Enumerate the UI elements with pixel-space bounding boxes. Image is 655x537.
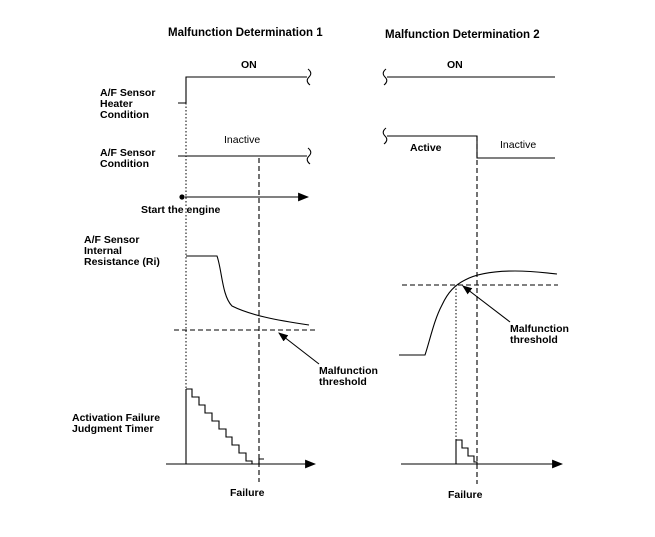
panel1-heater-label-2: Heater bbox=[100, 98, 133, 110]
panel1-condition-label-2: Condition bbox=[100, 158, 149, 170]
panel1-heater-label-1: A/F Sensor bbox=[100, 87, 156, 99]
panel1-condition-state: Inactive bbox=[224, 134, 261, 146]
panel2-heater-state: ON bbox=[447, 59, 463, 71]
panel1-resistance-label-1: A/F Sensor bbox=[84, 234, 140, 246]
panel2-heater-break bbox=[383, 69, 387, 85]
panel1-resistance-label-3: Resistance (Ri) bbox=[84, 256, 160, 268]
panel1-threshold-pointer bbox=[279, 333, 319, 364]
panel1-timer-label-1: Activation Failure bbox=[72, 412, 161, 424]
panel1-timer-label-2: Judgment Timer bbox=[72, 423, 154, 435]
panel1-heater-state: ON bbox=[241, 59, 257, 71]
panel1-threshold-label-2: threshold bbox=[319, 376, 367, 388]
panel2-condition-inactive: Inactive bbox=[500, 139, 537, 151]
panel1-start-dot bbox=[179, 194, 184, 199]
panel1-heater-break bbox=[307, 69, 311, 85]
panel1-failure-label: Failure bbox=[230, 487, 265, 499]
panel2-threshold-pointer bbox=[463, 286, 510, 322]
panel1-condition-label-1: A/F Sensor bbox=[100, 147, 156, 159]
panel2-timer-staircase bbox=[456, 440, 477, 464]
panel1-condition-break bbox=[307, 148, 311, 164]
panel2-threshold-label-2: threshold bbox=[510, 334, 558, 346]
panel1-heater-signal bbox=[178, 77, 307, 103]
panel2-condition-active: Active bbox=[410, 142, 442, 154]
panel1-resistance-curve bbox=[186, 256, 309, 325]
panel1-threshold-label-1: Malfunction bbox=[319, 365, 378, 377]
panel2-failure-label: Failure bbox=[448, 489, 483, 501]
panel1-start-label: Start the engine bbox=[141, 204, 221, 216]
panel2-condition-break bbox=[383, 128, 387, 144]
panel2-title: Malfunction Determination 2 bbox=[385, 29, 540, 41]
panel2-threshold-label-1: Malfunction bbox=[510, 323, 569, 335]
panel1-title: Malfunction Determination 1 bbox=[168, 27, 323, 39]
panel1-heater-label-3: Condition bbox=[100, 109, 149, 121]
panel1-timer-staircase bbox=[186, 389, 264, 464]
panel1-resistance-label-2: Internal bbox=[84, 245, 122, 257]
